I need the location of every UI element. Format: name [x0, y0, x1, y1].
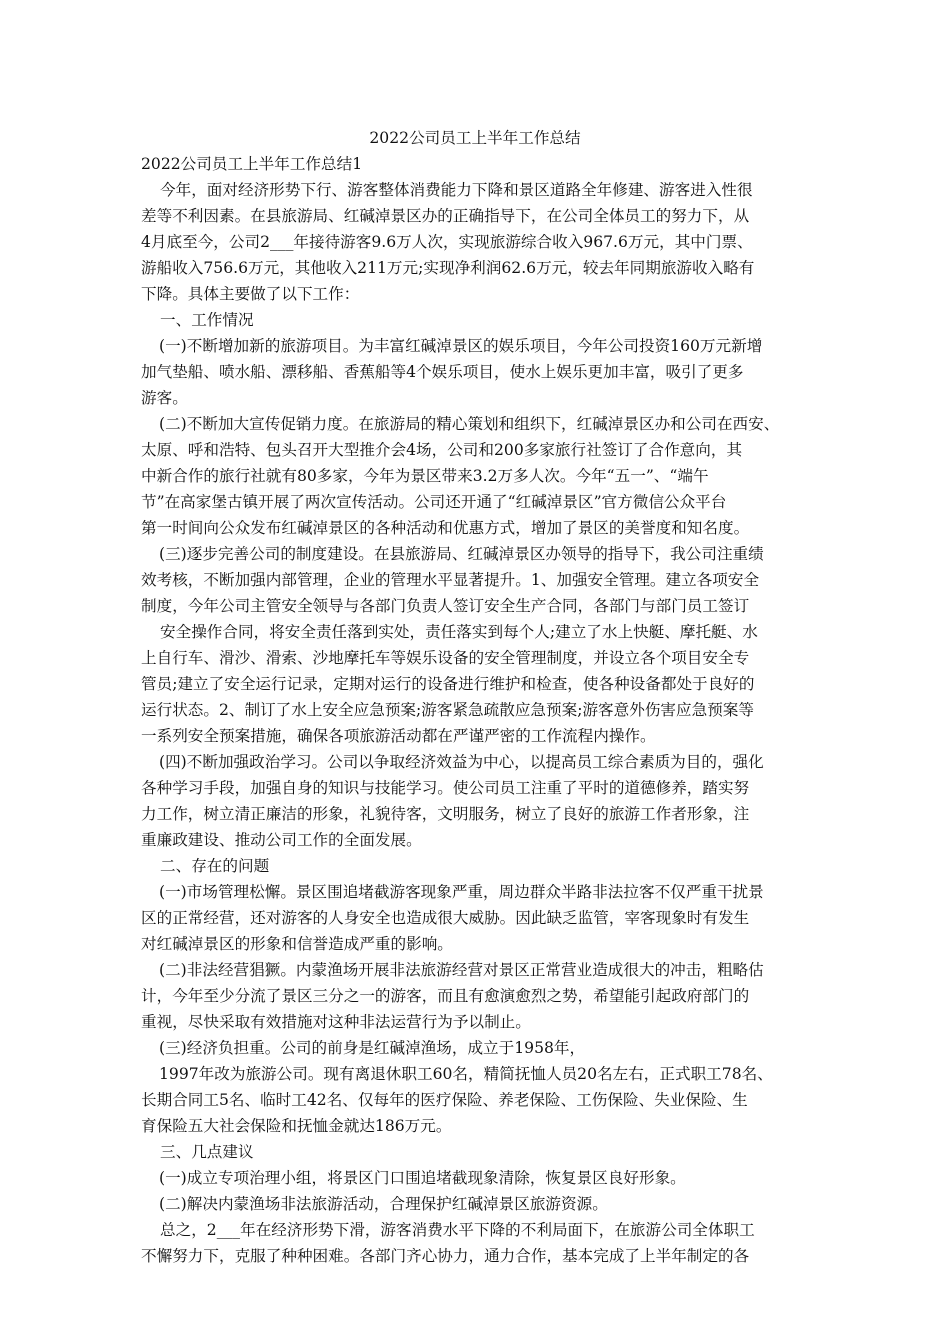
body-line: 力工作，树立清正廉洁的形象，礼貌待客，文明服务，树立了良好的旅游工作者形象，注 — [141, 805, 750, 823]
body-line: 制度，今年公司主管安全领导与各部门负责人签订安全生产合同，各部门与部门员工签订 — [141, 597, 750, 615]
body-line: 管员;建立了安全运行记录，定期对运行的设备进行维护和检查，使各种设备都处于良好的 — [141, 675, 755, 693]
body-line: (一)成立专项治理小组，将景区门口围追堵截现象清除，恢复景区良好形象。 — [159, 1169, 686, 1187]
body-line: 长期合同工5名、临时工42名、仅每年的医疗保险、养老保险、工伤保险、失业保险、生 — [141, 1091, 748, 1109]
body-line: (一)不断增加新的旅游项目。为丰富红碱淖景区的娱乐项目，今年公司投资160万元新增 — [159, 337, 763, 355]
body-line: (二)非法经营猖獗。内蒙渔场开展非法旅游经营对景区正常营业造成很大的冲击，粗略估 — [159, 961, 764, 979]
body-line: 计，今年至少分流了景区三分之一的游客，而且有愈演愈烈之势，希望能引起政府部门的 — [141, 987, 750, 1005]
body-line: (二)解决内蒙渔场非法旅游活动，合理保护红碱淖景区旅游资源。 — [159, 1195, 608, 1213]
body-line: 第一时间向公众发布红碱淖景区的各种活动和优惠方式，增加了景区的美誉度和知名度。 — [141, 519, 750, 537]
body-line: 重视，尽快采取有效措施对这种非法运营行为予以制止。 — [141, 1013, 531, 1031]
body-line: 二、存在的问题 — [160, 857, 270, 875]
document-title: 2022公司员工上半年工作总结 — [369, 129, 581, 147]
body-line: 游客。 — [141, 389, 188, 407]
body-line: (四)不断加强政治学习。公司以争取经济效益为中心，以提高员工综合素质为目的，强化 — [159, 753, 764, 771]
body-line: 运行状态。2、制订了水上安全应急预案;游客紧急疏散应急预案;游客意外伤害应急预案等 — [141, 701, 754, 719]
body-line: (一)市场管理松懈。景区围追堵截游客现象严重，周边群众半路非法拉客不仅严重干扰景 — [159, 883, 764, 901]
body-line: 区的正常经营，还对游客的人身安全也造成很大威胁。因此缺乏监管，宰客现象时有发生 — [141, 909, 750, 927]
body-line: 下降。具体主要做了以下工作： — [141, 285, 360, 303]
body-line: 一、工作情况 — [160, 311, 254, 329]
document-body — [141, 151, 817, 1269]
body-line: (三)逐步完善公司的制度建设。在县旅游局、红碱淖景区办领导的指导下，我公司注重绩 — [159, 545, 764, 563]
body-line: 中新合作的旅行社就有80多家，今年为景区带来3.2万多人次。今年“五一”、“端午 — [141, 467, 709, 485]
body-line: 上自行车、滑沙、滑索、沙地摩托车等娱乐设备的安全管理制度，并设立各个项目安全专 — [141, 649, 750, 667]
body-line: 重廉政建设、推动公司工作的全面发展。 — [141, 831, 422, 849]
body-line: 不懈努力下，克服了种种困难。各部门齐心协力，通力合作，基本完成了上半年制定的各 — [141, 1247, 750, 1265]
body-line: 安全操作合同，将安全责任落到实处，责任落实到每个人;建立了水上快艇、摩托艇、水 — [160, 623, 758, 641]
body-line: 2022公司员工上半年工作总结1 — [141, 155, 363, 173]
body-line: 加气垫船、喷水船、漂移船、香蕉船等4个娱乐项目，使水上娱乐更加丰富，吸引了更多 — [141, 363, 744, 381]
body-line: 育保险五大社会保险和抚恤金就达186万元。 — [141, 1117, 452, 1135]
body-line: 效考核，不断加强内部管理，企业的管理水平显著提升。1、加强安全管理。建立各项安全 — [141, 571, 760, 589]
body-line: 差等不利因素。在县旅游局、红碱淖景区办的正确指导下，在公司全体员工的努力下，从 — [141, 207, 750, 225]
body-line: 今年，面对经济形势下行、游客整体消费能力下降和景区道路全年修建、游客进入性很 — [160, 181, 753, 199]
body-line: 1997年改为旅游公司。现有离退休职工60名，精简抚恤人员20名左右，正式职工78名、 — [159, 1065, 773, 1083]
body-line: 游船收入756.6万元，其他收入211万元;实现净利润62.6万元，较去年同期旅游收入略有 — [141, 259, 755, 277]
body-line: (二)不断加大宣传促销力度。在旅游局的精心策划和组织下，红碱淖景区办和公司在西安、 — [159, 415, 780, 433]
body-line: 总之，2___年在经济形势下滑，游客消费水平下降的不利局面下，在旅游公司全体职工 — [160, 1221, 755, 1239]
body-line: 对红碱淖景区的形象和信誉造成严重的影响。 — [141, 935, 453, 953]
body-line: 各种学习手段，加强自身的知识与技能学习。使公司员工注重了平时的道德修养，踏实努 — [141, 779, 750, 797]
body-line: 一系列安全预案措施，确保各项旅游活动都在严谨严密的工作流程内操作。 — [141, 727, 656, 745]
body-line: (三)经济负担重。公司的前身是红碱淖渔场，成立于1958年， — [159, 1039, 586, 1057]
body-line: 三、几点建议 — [160, 1143, 254, 1161]
body-line: 节”在高家堡古镇开展了两次宣传活动。公司还开通了“红碱淖景区”官方微信公众平台 — [141, 493, 727, 511]
body-line: 太原、呼和浩特、包头召开大型推介会4场，公司和200多家旅行社签订了合作意向，其 — [141, 441, 743, 459]
body-line: 4月底至今，公司2___年接待游客9.6万人次，实现旅游综合收入967.6万元，其中门票、 — [141, 233, 753, 251]
